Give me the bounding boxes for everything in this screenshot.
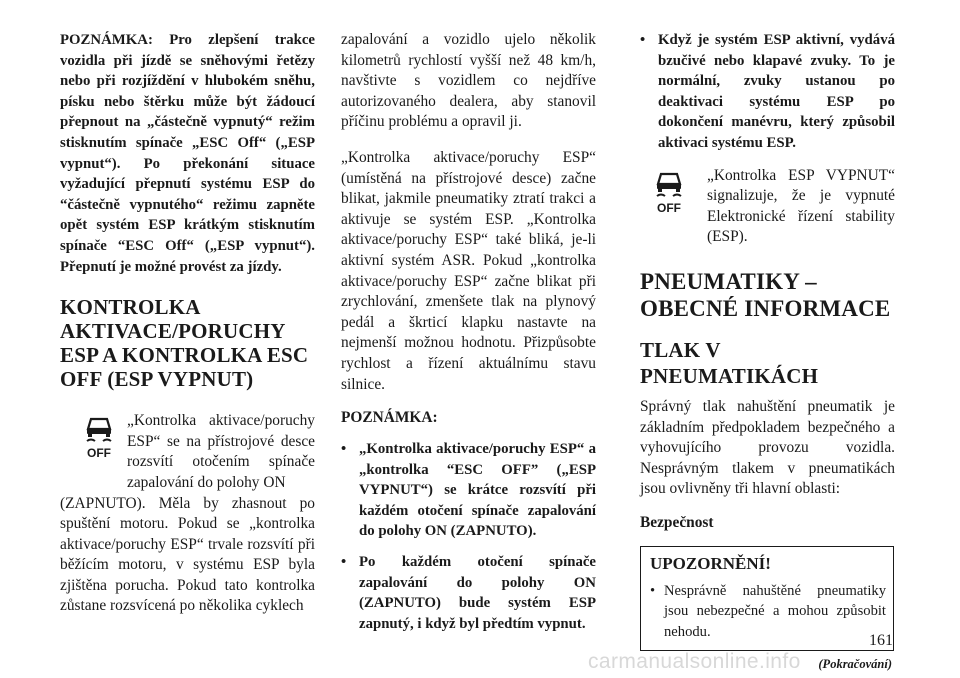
- note-label: POZNÁMKA:: [341, 409, 438, 427]
- column-left: [60, 30, 315, 617]
- chapter-heading: PNEUMATIKY – OBECNÉ INFORMACE: [640, 268, 891, 321]
- warning-title: UPOZORNĚNÍ!: [650, 553, 771, 573]
- bullet-icon: •: [341, 441, 347, 458]
- list-item-text: Po každém otočení spínače zapalování do polohy ON (ZAPNUTO) bude systém ESP zapnutý, i když byl předtím vypnut.: [359, 554, 596, 632]
- bullet-icon: •: [650, 582, 656, 599]
- bullet-icon: •: [640, 32, 646, 48]
- icon-paragraph: „Kontrolka aktivace/poruchy ESP“ se na přístrojové desce rozsvítí otočením spínače zapalování do polohy ON: [127, 412, 315, 491]
- list-item: [341, 439, 596, 542]
- body-paragraph: (ZAPNUTO). Měla by zhasnout po spuštění motoru. Pokud se „kontrolka aktivace/poruchy ESP“ trvale rozsvítí při běžícím motoru, v systému ESP byla zjištěna porucha. Pokud tato kontrolka zůstane rozsvícená po několika cyklech: [60, 494, 315, 615]
- continued-label: (Pokračování): [818, 657, 892, 672]
- esp-off-icon-label: OFF: [657, 200, 681, 214]
- esp-off-icon: [82, 415, 116, 459]
- list-item-text: Když je systém ESP aktivní, vydává bzučivé nebo klapavé zvuky. To je normální, zvuky ustanou po deaktivaci systému ESP po dokončení manévru, který způsobil aktivaci systému ESP.: [658, 32, 895, 151]
- icon-paragraph-block: [60, 411, 315, 493]
- list-item-text: „Kontrolka aktivace/poruchy ESP“ a „kontrolka “ESC OFF” („ESP VYPNUT“) se krátce rozsvítí při každém otočení spínače zapalování do polohy ON (ZAPNUTO).: [359, 441, 596, 540]
- body-paragraph: „Kontrolka aktivace/poruchy ESP“ (umístěná na přístrojové desce) začne blikat, jakmile pneumatiky ztratí trakci a aktivuje se systém ESP. „Kontrolka aktivace/poruchy ESP“ také bliká, je-li aktivní systém ASR. Pokud „kontrolka aktivace/poruchy ESP“ začne blikat při zrychlování, zmenšete tlak na plynový pedál a škrticí klapku nastavte na nejmenší možnou hodnotu. Přizpůsobte rychlost a řízení aktuálnímu stavu silnice.: [341, 148, 596, 393]
- warning-item: [650, 581, 886, 642]
- bullet-icon: •: [341, 554, 347, 571]
- esp-off-icon: [652, 170, 686, 214]
- section-heading: KONTROLKA AKTIVACE/PORUCHY ESP A KONTROLKA ESC OFF (ESP VYPNUT): [60, 295, 309, 392]
- icon-paragraph: „Kontrolka ESP VYPNUT“ signalizuje, že je vypnuté Elektronické řízení stability (ESP).: [707, 166, 895, 246]
- page-number: 161: [869, 632, 893, 649]
- esp-off-icon-label: OFF: [87, 446, 111, 460]
- warning-item-text: Nesprávně nahuštěné pneumatiky jsou nebezpečné a mohou způsobit nehodu.: [664, 582, 886, 640]
- column-middle: [341, 30, 596, 634]
- list-item: [640, 30, 895, 154]
- warning-box: [640, 546, 894, 651]
- watermark: carmanualsonline.info: [588, 650, 801, 673]
- icon-paragraph-block: [640, 166, 895, 248]
- subheading: Bezpečnost: [640, 513, 714, 531]
- section-heading: TLAK V PNEUMATIKÁCH: [640, 337, 819, 388]
- note-paragraph: POZNÁMKA: Pro zlepšení trakce vozidla při jízdě se sněhovými řetězy nebo při rozjíždění v hlubokém sněhu, písku nebo štěrku může být žádoucí přepnout na „částečně vypnutý“ režim stisknutím spínače „ESC Off“ („ESP vypnut“). Po překonání situace vyžadující přepnutí systému ESP do “částečně vypnutého“ režimu zapněte opět systém ESP krátkým stisknutím spínače “ESC Off“ („ESP vypnut“). Přepnutí je možné provést za jízdy.: [60, 32, 315, 275]
- column-right: [640, 30, 895, 675]
- body-paragraph: Správný tlak nahuštění pneumatik je základním předpokladem bezpečného a vyhovujícího provozu vozidla. Nesprávným tlakem v pneumatikách jsou ovlivněny tři hlavní oblasti:: [640, 397, 895, 498]
- list-item: [341, 552, 596, 634]
- body-paragraph: zapalování a vozidlo ujelo několik kilometrů rychlostí vyšší než 48 km/h, navštivte s vozidlem co nejdříve autorizovaného dealera, aby stanovil příčinu problému a opravil ji.: [341, 31, 596, 131]
